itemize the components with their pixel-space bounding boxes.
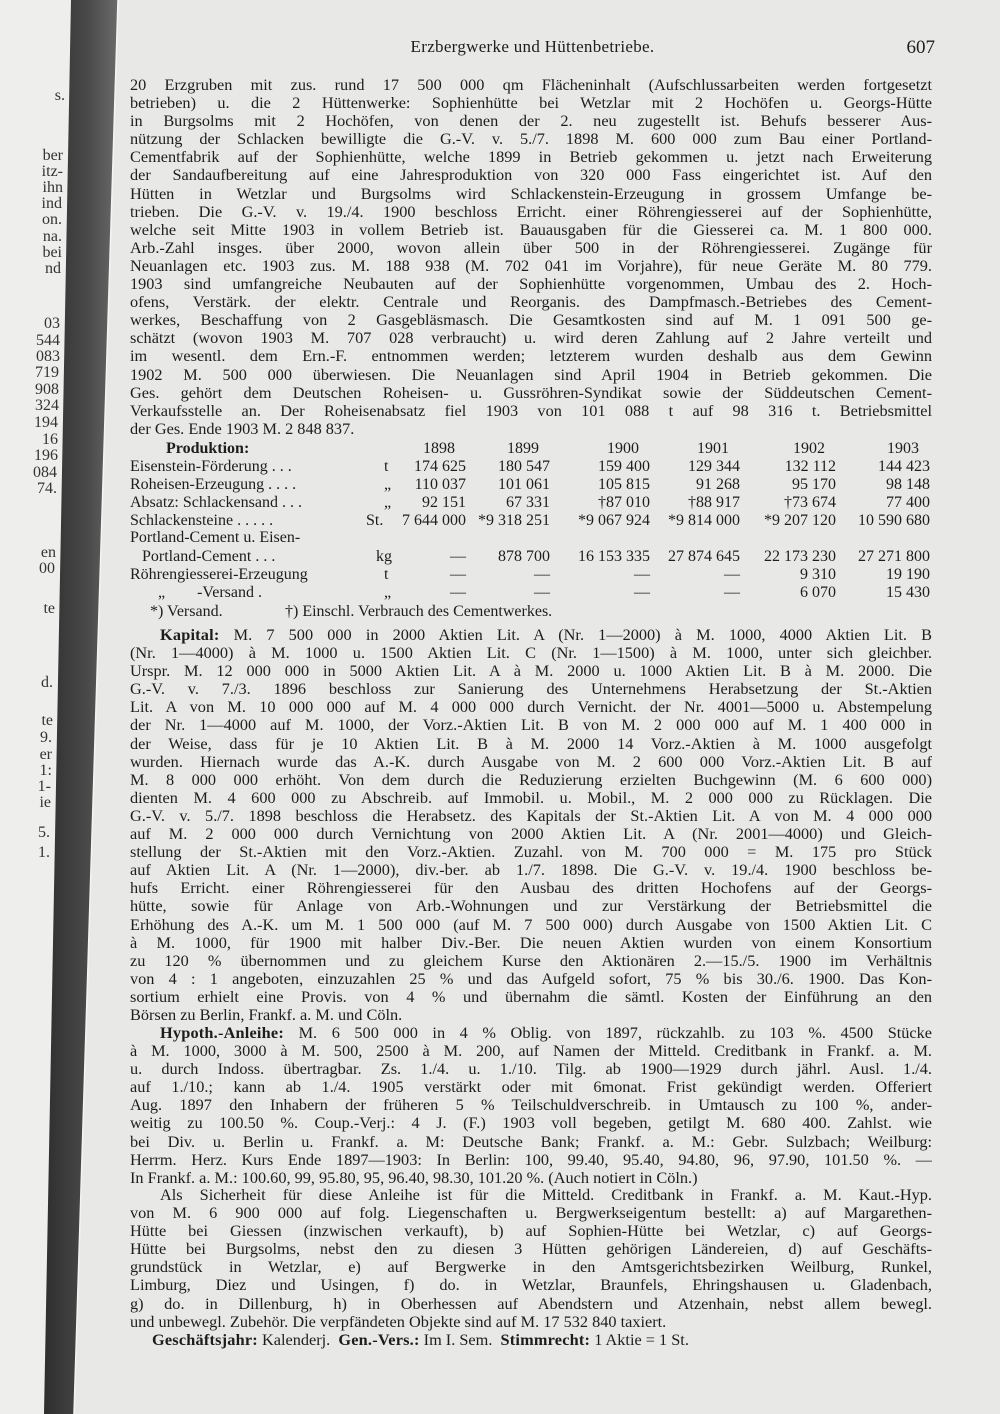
text-line-content: Erhöhung des A.-K. um M. 1 500 000 (auf M. 7 500 000) durch Ausgabe von 1500 Aktien Lit. C (130, 915, 932, 934)
section-title: Erzbergwerke und Hüttenbetriebe. (410, 37, 655, 56)
previous-page-text-fragment: 5. (38, 824, 50, 841)
table-cell: — (534, 584, 550, 601)
text-line-content: 1902 M. 500 000 überwiesen. Die Neuanlagen sind April 1904 in Betrieb gekommen. Die (130, 365, 932, 384)
text-line (130, 1313, 932, 1331)
previous-page-text-fragment: ihn (42, 179, 63, 196)
table-row (130, 566, 932, 583)
year-column-header: 1899 (507, 440, 539, 457)
table-cell: 98 148 (886, 476, 930, 493)
text-line-content: Hütten in Wetzlar und Burgsolms wird Schlackenstein-Erzeugung in grossem Umfange be- (130, 184, 932, 203)
text-line (130, 1096, 932, 1114)
text-line (130, 626, 932, 644)
text-line-content: zu 120 % übernommen und zu gleichem Kurse den Aktionären 2.—15./5. 1900 im Verhältnis (130, 951, 932, 970)
fiscal-year-label: Geschäftsjahr: (152, 1331, 258, 1349)
year-column-header: 1903 (887, 440, 919, 457)
text-line (130, 1204, 932, 1222)
previous-page-text-fragment: 74. (37, 480, 57, 497)
row-label: Roheisen-Erzeugung . . . . (130, 476, 297, 493)
table-cell: 144 423 (878, 458, 930, 475)
text-line (130, 1151, 932, 1169)
table-cell: 159 400 (598, 458, 650, 475)
text-line-content: à M. 1000, 3000 à M. 500, 2500 à M. 200, auf Namen der Mitteld. Creditbank in Frankf. a. M. (130, 1042, 932, 1061)
previous-page-text-fragment: 083 (36, 348, 60, 365)
table-cell: †88 917 (688, 494, 740, 511)
previous-page-text-fragment: 1. (38, 844, 50, 861)
table-cell: 77 400 (886, 494, 930, 511)
text-line (130, 1078, 932, 1096)
text-line-content: Hütte bei Burgsolms, nebst den zu diesen 3 Hütten gehörigen Ländereien, d) auf Geschäfts- (130, 1240, 932, 1259)
table-cell: 7 644 000 (402, 512, 466, 529)
text-line (130, 753, 932, 771)
fiscal-year-value: Kalenderj. (261, 1331, 331, 1349)
previous-page-text-fragment: d. (41, 674, 53, 691)
table-row (130, 584, 932, 601)
row-unit: St. (366, 512, 384, 529)
text-line (130, 897, 932, 915)
text-line (130, 807, 932, 825)
text-line (130, 1222, 932, 1240)
footnote-versand: *) Versand. (150, 603, 223, 620)
table-cell: 174 625 (414, 458, 466, 475)
text-line-content: schätzt (wovon 1903 M. 707 028 verbraucht) u. wird deren Zahlung auf 2 Jahre verteilt und (130, 329, 932, 348)
text-line-content: u. durch Indoss. übertragbar. Zs. 1./4. u. 1./10. Tilg. ab 1900—1929 durch jährl. Ausl. 1./4. (130, 1060, 932, 1079)
text-line (130, 970, 932, 988)
row-unit: „ (384, 494, 392, 511)
text-line-content: (Nr. 1—4000) à M. 1000 u. 1500 Aktien Lit. C (Nr. 1—1500) à M. 1000, unter sich gleichber. (130, 644, 932, 663)
text-line-content: G.-V. v. 5./7. 1898 beschloss die Herabsetz. des Kapitals der St.-Aktien Lit. A von M. 4 000 000 (130, 806, 932, 825)
text-line (130, 329, 932, 347)
previous-page-text-fragment: 908 (35, 381, 59, 398)
text-line-content: Als Sicherheit für diese Anleihe ist für die Mitteld. Creditbank in Frankf. a. M. Kaut.-Hyp. (160, 1186, 932, 1204)
table-cell: — (724, 584, 740, 601)
text-line-content: Ges. gehört dem Deutschen Roheisen- u. Gussröhren-Syndikat sowie der Süddeutschen Cement- (130, 383, 932, 402)
text-line-content: Hütte bei Giessen (inzwischen verkauft), b) auf Sophien-Hütte bei Wetzlar, c) auf Georgs- (130, 1222, 932, 1241)
previous-page-text-fragment: 1- (37, 778, 51, 795)
table-cell: 132 112 (784, 458, 836, 475)
text-line-content: der Weise, dass für je 10 Aktien Lit. B à M. 2000 14 Vorz.-Aktien à M. 1000 ausgefolgt (130, 734, 932, 753)
text-line (130, 988, 932, 1006)
text-line-content: dienten M. 4 600 000 zu Abschreib. auf Immobil. u. Mobil., M. 2 000 000 zu Rücklagen. Die (130, 788, 932, 807)
table-header-row (130, 440, 932, 457)
production-title: Produktion: (166, 440, 250, 457)
text-line (130, 257, 932, 275)
previous-page-fragments (0, 0, 65, 861)
table-cell: 92 151 (422, 494, 466, 511)
text-line-content: g) do. in Dillenburg, h) in Oberhessen auf Abendstern und Atzenhain, nebst allem bewegl. (130, 1294, 932, 1313)
text-line (130, 789, 932, 807)
text-line-content: Aug. 1897 den Inhabern der früheren 5 % Teilschuldverschreib. in Umtausch zu 100 %, ander- (130, 1096, 932, 1115)
security-paragraph (130, 1186, 932, 1331)
table-cell: 878 700 (498, 548, 550, 565)
text-line (130, 1060, 932, 1078)
previous-page-text-fragment: er (39, 746, 52, 763)
company-description-paragraph (130, 76, 932, 438)
table-cell: †73 674 (784, 494, 836, 511)
text-line-content: nützung der Schlacken bewilligte die G.-V. v. 5./7. 1898 M. 600 000 zum Bau einer Portland- (130, 130, 932, 149)
text-line (130, 185, 932, 203)
text-line-content: weitig zu 100.50 %. Coup.-Verj.: 4 J. (F.) 1903 voll begeben, getilgt M. 680 400. Zahlst. wie (130, 1114, 932, 1133)
previous-page-text-fragment: na. (42, 228, 62, 245)
table-cell: — (450, 566, 466, 583)
table-cell: *9 318 251 (478, 512, 550, 529)
table-cell: — (450, 548, 466, 565)
text-line-content: Herrm. Herz. Kurs Ende 1897—1903: In Berlin: 100, 99.40, 95.40, 94.80, 96, 97.90, 101.50 %. — (130, 1150, 932, 1169)
text-line (130, 1114, 932, 1132)
year-column-header: 1900 (607, 440, 639, 457)
text-line-content: und unbewegl. Zubehör. Die verpfändeten Objekte sind auf M. 17 532 840 taxiert. (130, 1312, 667, 1331)
text-line (130, 130, 932, 148)
text-line-content: grundstück in Wetzlar, e) auf Bergwerke in den Amtsgerichtsbezirken Weilburg, Runkel, (130, 1258, 932, 1277)
table-cell: 6 070 (800, 584, 836, 601)
text-line-content: Arb.-Zahl insges. über 2000, wovon allein über 500 in der Röhrengiesserei. Zugänge für (130, 238, 932, 257)
general-meeting-label: Gen.-Vers.: (338, 1331, 420, 1349)
text-line-content: M. 8 000 000 erhöht. Von dem durch die Reduzierung erzielten Buchgewinn (M. 6 600 000) (130, 770, 932, 789)
text-line (130, 644, 932, 662)
previous-page-text-fragment: bei (42, 244, 62, 261)
row-unit: „ (384, 584, 392, 601)
previous-page-text-fragment: itz- (41, 163, 63, 180)
text-line-content: G.-V. v. 7./3. 1896 beschloss zur Sanierung des Unternehmens Herabsetzung der St.-Aktien (130, 680, 932, 699)
text-line (130, 94, 932, 112)
table-cell: — (724, 566, 740, 583)
table-cell: — (634, 566, 650, 583)
previous-page-text-fragment: 324 (35, 397, 59, 414)
table-cell: *9 207 120 (764, 512, 836, 529)
text-line-content: stellung der St.-Aktien mit den Vorz.-Aktien. Zuzahl. von M. 700 000 = M. 175 pro Stück (130, 843, 932, 862)
text-line (130, 916, 932, 934)
previous-page-text-fragment: 194 (34, 414, 58, 431)
text-line (130, 879, 932, 897)
text-line-content: wurden. Hiernach wurde das A.-K. durch Ausgabe von M. 2 600 000 Vorz.-Aktien Lit. B auf (130, 752, 932, 771)
text-line-content: ofens, Verstärk. der elektr. Centrale und Reorganis. des Dampfmasch.-Betriebes des Cement- (130, 293, 932, 312)
table-cell: *9 067 924 (578, 512, 650, 529)
table-cell: 22 173 230 (764, 548, 836, 565)
previous-page-text-fragment: 16 (42, 431, 58, 448)
table-cell: 67 331 (506, 494, 550, 511)
row-label: „ -Versand . (130, 584, 262, 601)
table-row (130, 529, 932, 546)
table-row (130, 458, 932, 475)
general-meeting-value: Im I. Sem. (423, 1331, 493, 1349)
text-line (130, 1042, 932, 1060)
text-line (130, 662, 932, 680)
previous-page-text-fragment: s. (54, 87, 65, 104)
text-line (130, 698, 932, 716)
previous-page-text-fragment: nd (45, 260, 61, 277)
voting-right-value: 1 Aktie = 1 St. (594, 1331, 689, 1349)
table-cell: — (634, 584, 650, 601)
text-line (130, 1133, 932, 1151)
text-line-content: von 4 : 1 angeboten, einzuzahlen 25 % und das Aufgeld sofort, 75 % bis 30./6. 1900. Das Kon- (130, 969, 932, 988)
previous-page-text-fragment: 1: (39, 762, 52, 779)
text-line (130, 1240, 932, 1258)
previous-page-text-fragment: ber (42, 147, 63, 164)
capital-paragraph (130, 626, 932, 1024)
running-header (130, 37, 935, 59)
text-line-content: In Frankf. a. M.: 100.60, 99, 95.80, 95, 96.40, 98.30, 101.20 %. (Auch notiert in Cöln.) (130, 1168, 698, 1187)
text-line-content: Lit. A von M. 10 000 000 auf M. 4 000 000 durch Vernicht. der Nr. 4001—5000 u. Abstempelung (130, 698, 932, 717)
text-line (130, 366, 932, 384)
table-row (130, 548, 932, 565)
text-line-content: auf M. 2 000 000 durch Vernichtung von 2000 Aktien Lit. A (Nr. 2001—4000) und Gleich- (130, 825, 932, 844)
row-label: Röhrengiesserei-Erzeugung (130, 566, 308, 583)
text-line (130, 861, 932, 879)
table-cell: 95 170 (792, 476, 836, 493)
page-number: 607 (906, 37, 935, 58)
table-cell: — (450, 584, 466, 601)
previous-page-text-fragment: te (41, 712, 53, 729)
previous-page-text-fragment: te (43, 600, 55, 617)
text-line (130, 716, 932, 734)
row-label: Absatz: Schlackensand . . . (130, 494, 302, 511)
table-cell: 16 153 335 (578, 548, 650, 565)
text-line-content: im wesentl. dem Ern.-F. entnommen werden; letzterem wurden deshalb aus dem Gewinn (130, 347, 932, 366)
row-unit: t (384, 566, 389, 583)
previous-page-text-fragment: on. (42, 211, 62, 228)
row-label: Portland-Cement u. Eisen- (130, 529, 301, 546)
text-line-content: auf 1./10.; kann ab 1./4. 1905 verstärkt oder mit 6monat. Frist gekündigt werden. Offeriert (130, 1078, 932, 1097)
text-line-content: bei Div. u. Berlin u. Frankf. a. M: Deutsche Bank; Frankf. a. M.: Gebr. Sulzbach; Weilburg: (130, 1132, 932, 1151)
previous-page-text-fragment: 00 (39, 560, 55, 577)
table-cell: *9 814 000 (668, 512, 740, 529)
table-cell: 129 344 (688, 458, 740, 475)
text-line (130, 112, 932, 130)
year-column-header: 1901 (697, 440, 729, 457)
text-line-content: Limburg, Diez und Usingen, f) do. in Wetzlar, Braunfels, Ehringshausen u. Gladenbach, (130, 1276, 932, 1295)
table-row (130, 494, 932, 511)
table-cell: 10 590 680 (858, 512, 930, 529)
text-line (130, 1006, 932, 1024)
text-line (130, 1276, 932, 1294)
text-line (130, 221, 932, 239)
text-line (130, 1295, 932, 1313)
table-cell: 19 190 (886, 566, 930, 583)
text-line (130, 1024, 932, 1042)
table-cell: 27 271 800 (858, 548, 930, 565)
text-line (130, 203, 932, 221)
text-line-content: Cementfabrik auf der Sophienhütte, welche 1899 in Betrieb gekommen u. jetzt nach Erweiterung (130, 148, 932, 167)
text-line (130, 934, 932, 952)
table-cell: 15 430 (886, 584, 930, 601)
table-cell: 105 815 (598, 476, 650, 493)
previous-page-text-fragment: 9. (40, 729, 52, 746)
text-line-content: à M. 1000, für 1900 mit halber Div.-Ber. Die neuen Aktien wurden von einem Konsortium (130, 933, 932, 952)
text-line (130, 825, 932, 843)
text-line-content: betrieben) u. die 2 Hüttenwerke: Sophienhütte bei Wetzlar mit 2 Hochöfen u. Georgs-Hütte (130, 94, 932, 113)
text-line (130, 402, 932, 420)
text-line (130, 843, 932, 861)
table-row (130, 476, 932, 493)
previous-page-text-fragment: ie (39, 794, 51, 811)
text-line-content: trieben. Die G.-V. v. 19./4. 1900 beschloss Erricht. einer Röhrengiesserei auf der Sophienhütte, (130, 202, 932, 221)
row-unit: kg (376, 548, 392, 565)
previous-page-text-fragment: 196 (34, 447, 58, 464)
text-line-content: 1903 sind umfangreiche Neubauten auf der Sophienhütte vorgenommen, Umbau des 2. Hoch- (130, 275, 932, 294)
closing-line (152, 1331, 912, 1349)
text-line-content: werkes, Beschaffung von 2 Gasgebläsmasch. Die Gesamtkosten sind auf M. 1 091 500 ge- (130, 311, 932, 330)
text-line (130, 76, 932, 94)
text-line (130, 311, 932, 329)
text-line-content: welche seit Mitte 1903 in vollem Betrieb ist. Bauausgaben für die Giesserei ca. M. 1 800 000. (130, 220, 932, 239)
row-label: Schlackensteine . . . . . (130, 512, 274, 529)
previous-page-text-fragment: en (40, 544, 56, 561)
text-line-content: sortium erhielt eine Provis. von 4 % und übernahm die sämtl. Kosten der Einführung an den (130, 987, 932, 1006)
table-cell: 9 310 (800, 566, 836, 583)
table-cell: — (534, 566, 550, 583)
text-line-content: M. 7 500 000 in 2000 Aktien Lit. A (Nr. 1—2000) à M. 1000, 4000 Aktien Lit. B (233, 626, 932, 644)
previous-page-text-fragment: 03 (44, 315, 60, 332)
text-line (130, 347, 932, 365)
text-line (130, 384, 932, 402)
footnote-einschl: †) Einschl. Verbrauch des Cementwerkes. (285, 603, 553, 620)
text-line-content: M. 6 500 000 in 4 % Oblig. von 1897, rückzahlb. zu 103 %. 4500 Stücke (298, 1024, 932, 1042)
text-line (130, 1258, 932, 1276)
section-label: Kapital: (160, 626, 220, 644)
text-line-content: von M. 6 900 000 auf folg. Liegenschaften u. Bergwerkseigentum bestellt: a) auf Margarethen- (130, 1204, 932, 1223)
text-line-content: der Nr. 1—4000 auf M. 1000, der Vorz.-Aktien Lit. B von M. 2 000 000 auf M. 1 400 000 in (130, 716, 932, 735)
year-column-header: 1902 (793, 440, 825, 457)
text-line-content: Verkaufsstelle an. Der Roheisenabsatz fiel 1903 von 101 088 t auf 98 316 t. Betriebsmittel (130, 401, 932, 420)
row-unit: „ (384, 476, 392, 493)
section-label: Hypoth.-Anleihe: (160, 1024, 284, 1042)
text-line (130, 420, 932, 438)
text-line (130, 166, 932, 184)
row-label: Eisenstein-Förderung . . . (130, 458, 292, 475)
previous-page-text-fragment: ind (41, 195, 62, 212)
text-line (130, 293, 932, 311)
table-cell: 91 268 (696, 476, 740, 493)
text-line-content: Börsen zu Berlin, Frankf. a. M. und Cöln. (130, 1005, 403, 1024)
text-line (130, 952, 932, 970)
year-column-header: 1898 (423, 440, 455, 457)
text-line (130, 680, 932, 698)
text-line-content: der Sandaufbereitung auf eine Jahresproduktion von 320 000 Fass eingerichtet ist. Auf den (130, 166, 932, 185)
table-cell: 180 547 (498, 458, 550, 475)
table-cell: †87 010 (598, 494, 650, 511)
table-row (130, 512, 932, 529)
text-line-content: auf Aktien Lit. A (Nr. 1—2000), div.-ber. ab 1./7. 1898. Die G.-V. v. 19./4. 1900 beschloss be- (130, 861, 932, 880)
text-line-content: Urspr. M. 12 000 000 in 5000 Aktien Lit. A à M. 2000 u. 1000 Aktien Lit. B à M. 2000. Die (130, 662, 932, 681)
text-line (130, 735, 932, 753)
text-line (130, 239, 932, 257)
table-cell: 27 874 645 (668, 548, 740, 565)
voting-right-label: Stimmrecht: (500, 1331, 591, 1349)
text-line-content: hufs Erricht. einer Röhrengiesserei für den Ausbau des dritten Hochofens auf der Georgs- (130, 879, 932, 898)
text-line-content: hütte, sowie für Anlage von Arb.-Wohnungen und zur Verstärkung der Betriebsmittel die (130, 897, 932, 916)
row-unit: t (384, 458, 389, 475)
text-line-content: in Burgsolms mit 2 Hochöfen, von denen der 2. neu zugestellt ist. Behufs besserer Aus- (130, 112, 932, 131)
previous-page-text-fragment: 719 (35, 364, 59, 381)
previous-page-text-fragment: 084 (33, 464, 57, 481)
text-line-content: Neuanlagen etc. 1903 zus. M. 188 938 (M. 702 041 im Vorjahre), für neue Geräte M. 80 779. (130, 256, 932, 275)
text-line (130, 148, 932, 166)
text-line-content: der Ges. Ende 1903 M. 2 848 837. (130, 419, 355, 438)
text-line (130, 771, 932, 789)
text-line (130, 1186, 932, 1204)
previous-page-text-fragment: 544 (36, 332, 60, 349)
table-cell: 101 061 (498, 476, 550, 493)
row-label: Portland-Cement . . . (130, 548, 276, 565)
table-cell: 110 037 (414, 476, 466, 493)
text-line-content: 20 Erzgruben mit zus. rund 17 500 000 qm Flächeninhalt (Aufschlussarbeiten werden fortgesetzt (130, 76, 932, 94)
mortgage-loan-paragraph (130, 1024, 932, 1187)
text-line (130, 275, 932, 293)
text-line (130, 1169, 932, 1187)
